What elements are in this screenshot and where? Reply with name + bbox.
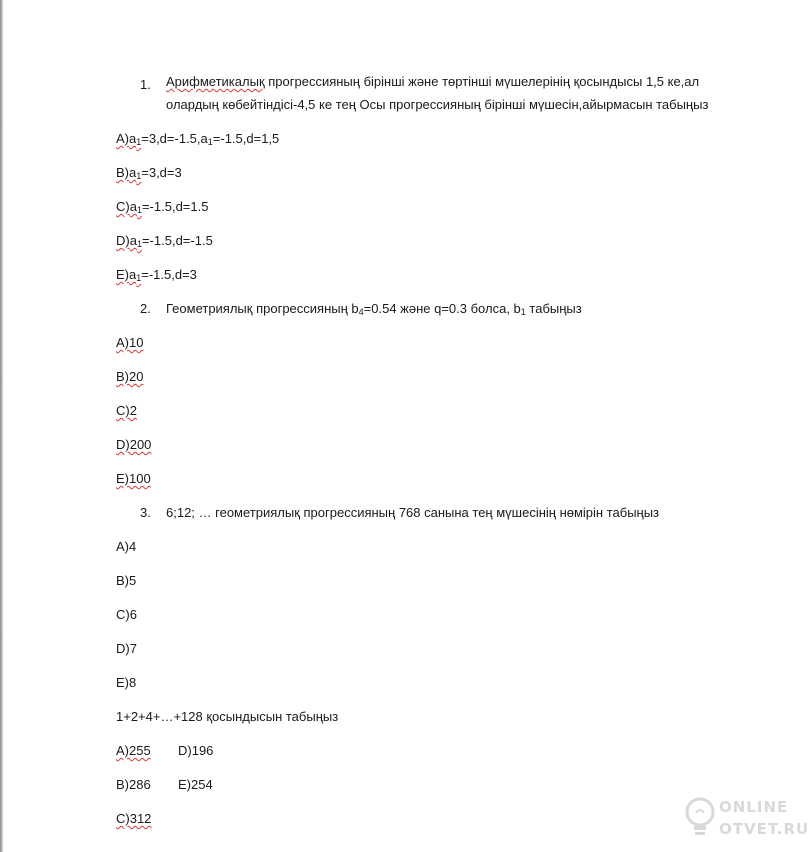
question-1-number: 1. [140, 77, 151, 92]
question-3-number: 3. [140, 505, 151, 520]
question-4-text: 1+2+4+…+128 қосындысын табыңыз [116, 709, 339, 724]
question-3-text: 6;12; … геометриялық прогрессияның 768 санына тең мүшесінің нөмірін табыңыз [166, 505, 660, 520]
question-1-option-a: $A)a_1=3,d=-1.5,a_1=-1.5,d=1,5$ [116, 131, 280, 147]
question-2-option-c: C)2 [116, 403, 137, 418]
question-3-option-d: D)7 [116, 641, 137, 656]
page-left-edge [0, 0, 3, 852]
question-2-option-b: B)20 [116, 369, 144, 384]
question-1-option-c: $C)a_1=-1.5,d=1.5$ [116, 199, 209, 215]
lightbulb-icon [683, 796, 717, 840]
question-4-option-d: D)196 [178, 743, 214, 758]
question-4-option-e: E)254 [178, 777, 213, 792]
question-3-option-c: C)6 [116, 607, 137, 622]
question-1-word-arifmetikalyk: Арифметикалық [166, 74, 265, 89]
online-otvet-watermark [683, 796, 809, 844]
question-1-option-d: $D)a_1=-1.5,d=-1.5$ [116, 233, 213, 249]
question-4-option-b: B)286 [116, 777, 151, 792]
watermark-line-1: ONLINE [719, 798, 789, 816]
question-1-line-1 [166, 70, 699, 93]
question-4-option-c: C)312 [116, 811, 152, 826]
question-2-option-d: D)200 [116, 437, 152, 452]
question-2-option-e: E)100 [116, 471, 151, 486]
question-3-option-e: E)8 [116, 675, 137, 690]
question-1-option-e: $E)a_1=-1.5,d=3$ [116, 267, 197, 283]
question-4-option-a: A)255 [116, 743, 151, 758]
question-1-option-b: $B)a_1=3,d=3$ [116, 165, 182, 181]
question-3-option-a: A)4 [116, 539, 137, 554]
question-3-option-b: B)5 [116, 573, 137, 588]
question-2-option-a: A)10 [116, 335, 144, 350]
question-2-number: 2. [140, 301, 151, 316]
question-2-text: Геометриялық прогрессияның $b_4=0.54$ және q=0.3 болса, $b_1$ табыңыз [166, 301, 582, 317]
question-1-line-1-rest: прогрессияның бірінші және төртінші мүшелерінің қосындысы 1,5 ке,ал [264, 74, 700, 89]
watermark-line-2: OTVET.RU [719, 820, 809, 838]
question-1-line-2: олардың көбейтіндісі-4,5 ке тең Осы прогрессияның бірінші мүшесін,айырмасын табыңыз [166, 97, 709, 112]
